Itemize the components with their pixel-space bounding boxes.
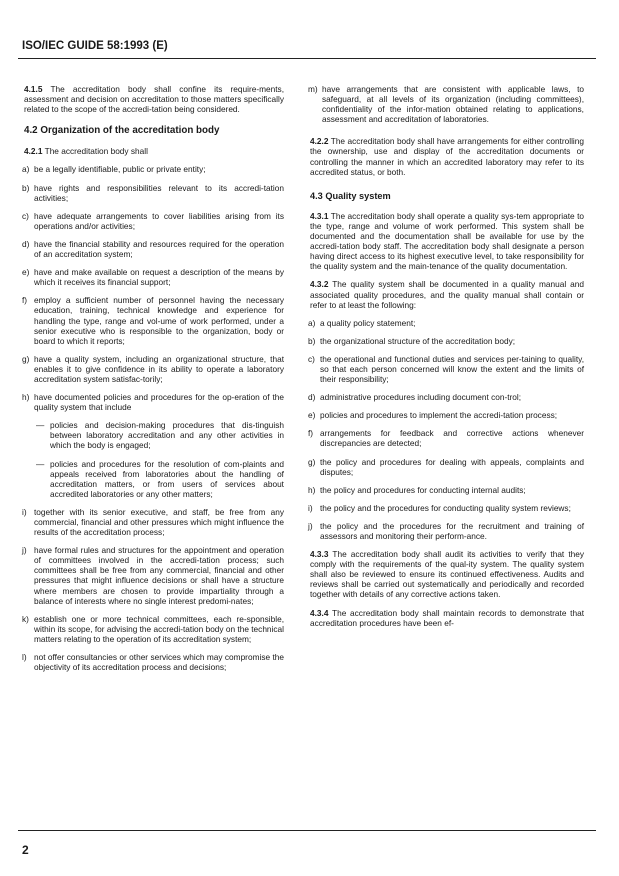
list-item: d) have the financial stability and resources required for the operation of an accreditation system;	[22, 238, 284, 260]
clause-4-1-5: 4.1.5 The accreditation body shall confine its require-ments, assessment and decision on accreditation to those matters specifically related to the scope of the accredi-tation being considered.	[24, 84, 285, 115]
list-item: j) have formal rules and structures for the appointment and operation of committees involved in the accredi-tation process; such committees shall be free from any commercial, financial and other pressures that might influence decisions or shall have a structure where members are chosen to provide impartiality through a balance of interests where no single interest predomi-nates;	[22, 545, 284, 606]
list-item: i) the policy and the procedures for conducting quality system reviews;	[308, 502, 571, 513]
dash-item: — policies and decision-making procedures that dis-tinguish between laboratory accreditation and any other activities in which the body is engaged;	[36, 420, 284, 451]
header-rule	[18, 58, 596, 59]
clause-4-2-1: 4.2.1 The accreditation body shall	[24, 146, 148, 157]
right-column	[310, 84, 584, 636]
list-item: i) together with its senior executive, and staff, be free from any commercial, financial and other pressures which might influence the results of the accreditation process;	[22, 506, 284, 538]
list-item: g) have a quality system, including an organizational structure, that enables it to give confidence in its ability to operate a laboratory accreditation system satisfac-torily;	[22, 353, 284, 384]
heading-4-2: 4.2 Organization of the accreditation body	[24, 125, 220, 137]
heading-4-3: 4.3 Quality system	[310, 190, 391, 201]
list-item: f) arrangements for feedback and corrective actions whenever discrepancies are detected;	[308, 428, 584, 449]
list-item: c) the operational and functional duties and services per-taining to quality, so that each person concerned will know the extent and the limits of their responsibility;	[308, 353, 584, 385]
list-item: g) the policy and procedures for dealing with appeals, complaints and disputes;	[308, 456, 584, 477]
footer-rule	[18, 830, 596, 831]
clause-4-3-4: 4.3.4 The accreditation body shall maintain records to demonstrate that accreditation procedures have been ef-	[310, 607, 584, 628]
page-number: 2	[22, 843, 29, 857]
clause-4-3-1: 4.3.1 The accreditation body shall operate a quality sys-tem appropriate to the type, range and volume of work performed. This system shall be documented and the documentation shall be available for use by the accredi-tation body staff. The accreditation body shall designate a person having direct access to its highest executive level, to take responsibility for the quality system and the main-tenance of the quality documentation.	[310, 210, 584, 272]
list-item: m) have arrangements that are consistent with applicable laws, to safeguard, at all levels of its organization (including committees), confidentiality of the infor-mation obtained relating to applications, assessment and accreditation of laboratories.	[308, 84, 584, 125]
clause-4-2-2: 4.2.2 The accreditation body shall have arrangements for either controlling the ownership, use and display of the accreditation documents or controlling the manner in which an accredited laboratory may refer to its accredited status, or both.	[310, 136, 584, 177]
list-item: a) be a legally identifiable, public or private entity;	[22, 164, 206, 175]
list-item: e) policies and procedures to implement the accredi-tation process;	[308, 410, 558, 421]
list-item: h) the policy and procedures for conducting internal audits;	[308, 484, 526, 495]
dash-item: — policies and procedures for the resolution of com-plaints and appeals received from laboratories about the handling of accreditation matters, or from users of services about accredited laboratories or any other matters;	[36, 458, 284, 499]
list-item: c) have adequate arrangements to cover liabilities arising from its operations and/or activities;	[22, 210, 284, 231]
clause-4-3-2: 4.3.2 The quality system shall be documented in a quality manual and associated quality procedures, and the quality manual shall contain or refer to at least the following:	[310, 279, 584, 310]
list-item: b) have rights and responsibilities relevant to its accredi-tation activities;	[22, 182, 284, 203]
list-item: e) have and make available on request a description of the means by which it receives its financial support;	[22, 267, 284, 288]
clause-4-3-3: 4.3.3 The accreditation body shall audit its activities to verify that they comply with the requirements of the qual-ity system. The quality system shall also be reviewed to ensure its continued effectiveness. Audits and reviews shall be carried out systematically and periodically and recorded together with details of any corrective actions taken.	[310, 549, 585, 600]
list-item: f) employ a sufficient number of personnel having the necessary education, training, technical knowledge and experience for handling the type, range and vol-ume of work performed, under a senior executive who is responsible to the organization, body or board to which it reports;	[22, 295, 284, 346]
document-header: ISO/IEC GUIDE 58:1993 (E)	[22, 40, 168, 52]
list-item: l) not offer consultancies or other services which may compromise the objectivity of its accreditation process and decisions;	[22, 652, 284, 673]
left-column	[24, 84, 284, 680]
list-item: b) the organizational structure of the accreditation body;	[308, 335, 516, 346]
list-item: k) establish one or more technical committees, each re-sponsible, within its scope, for advising the accredi-tation body on the technical matters relating to the operation of its accreditation system;	[22, 613, 284, 644]
list-item: a) a quality policy statement;	[308, 317, 416, 328]
list-item: j) the policy and the procedures for the recruitment and training of assessors and monitoring their perform-ance.	[308, 520, 584, 541]
list-item: d) administrative procedures including document con-trol;	[308, 392, 522, 403]
list-item: h) have documented policies and procedures for the op-eration of the quality system that include	[22, 392, 284, 413]
